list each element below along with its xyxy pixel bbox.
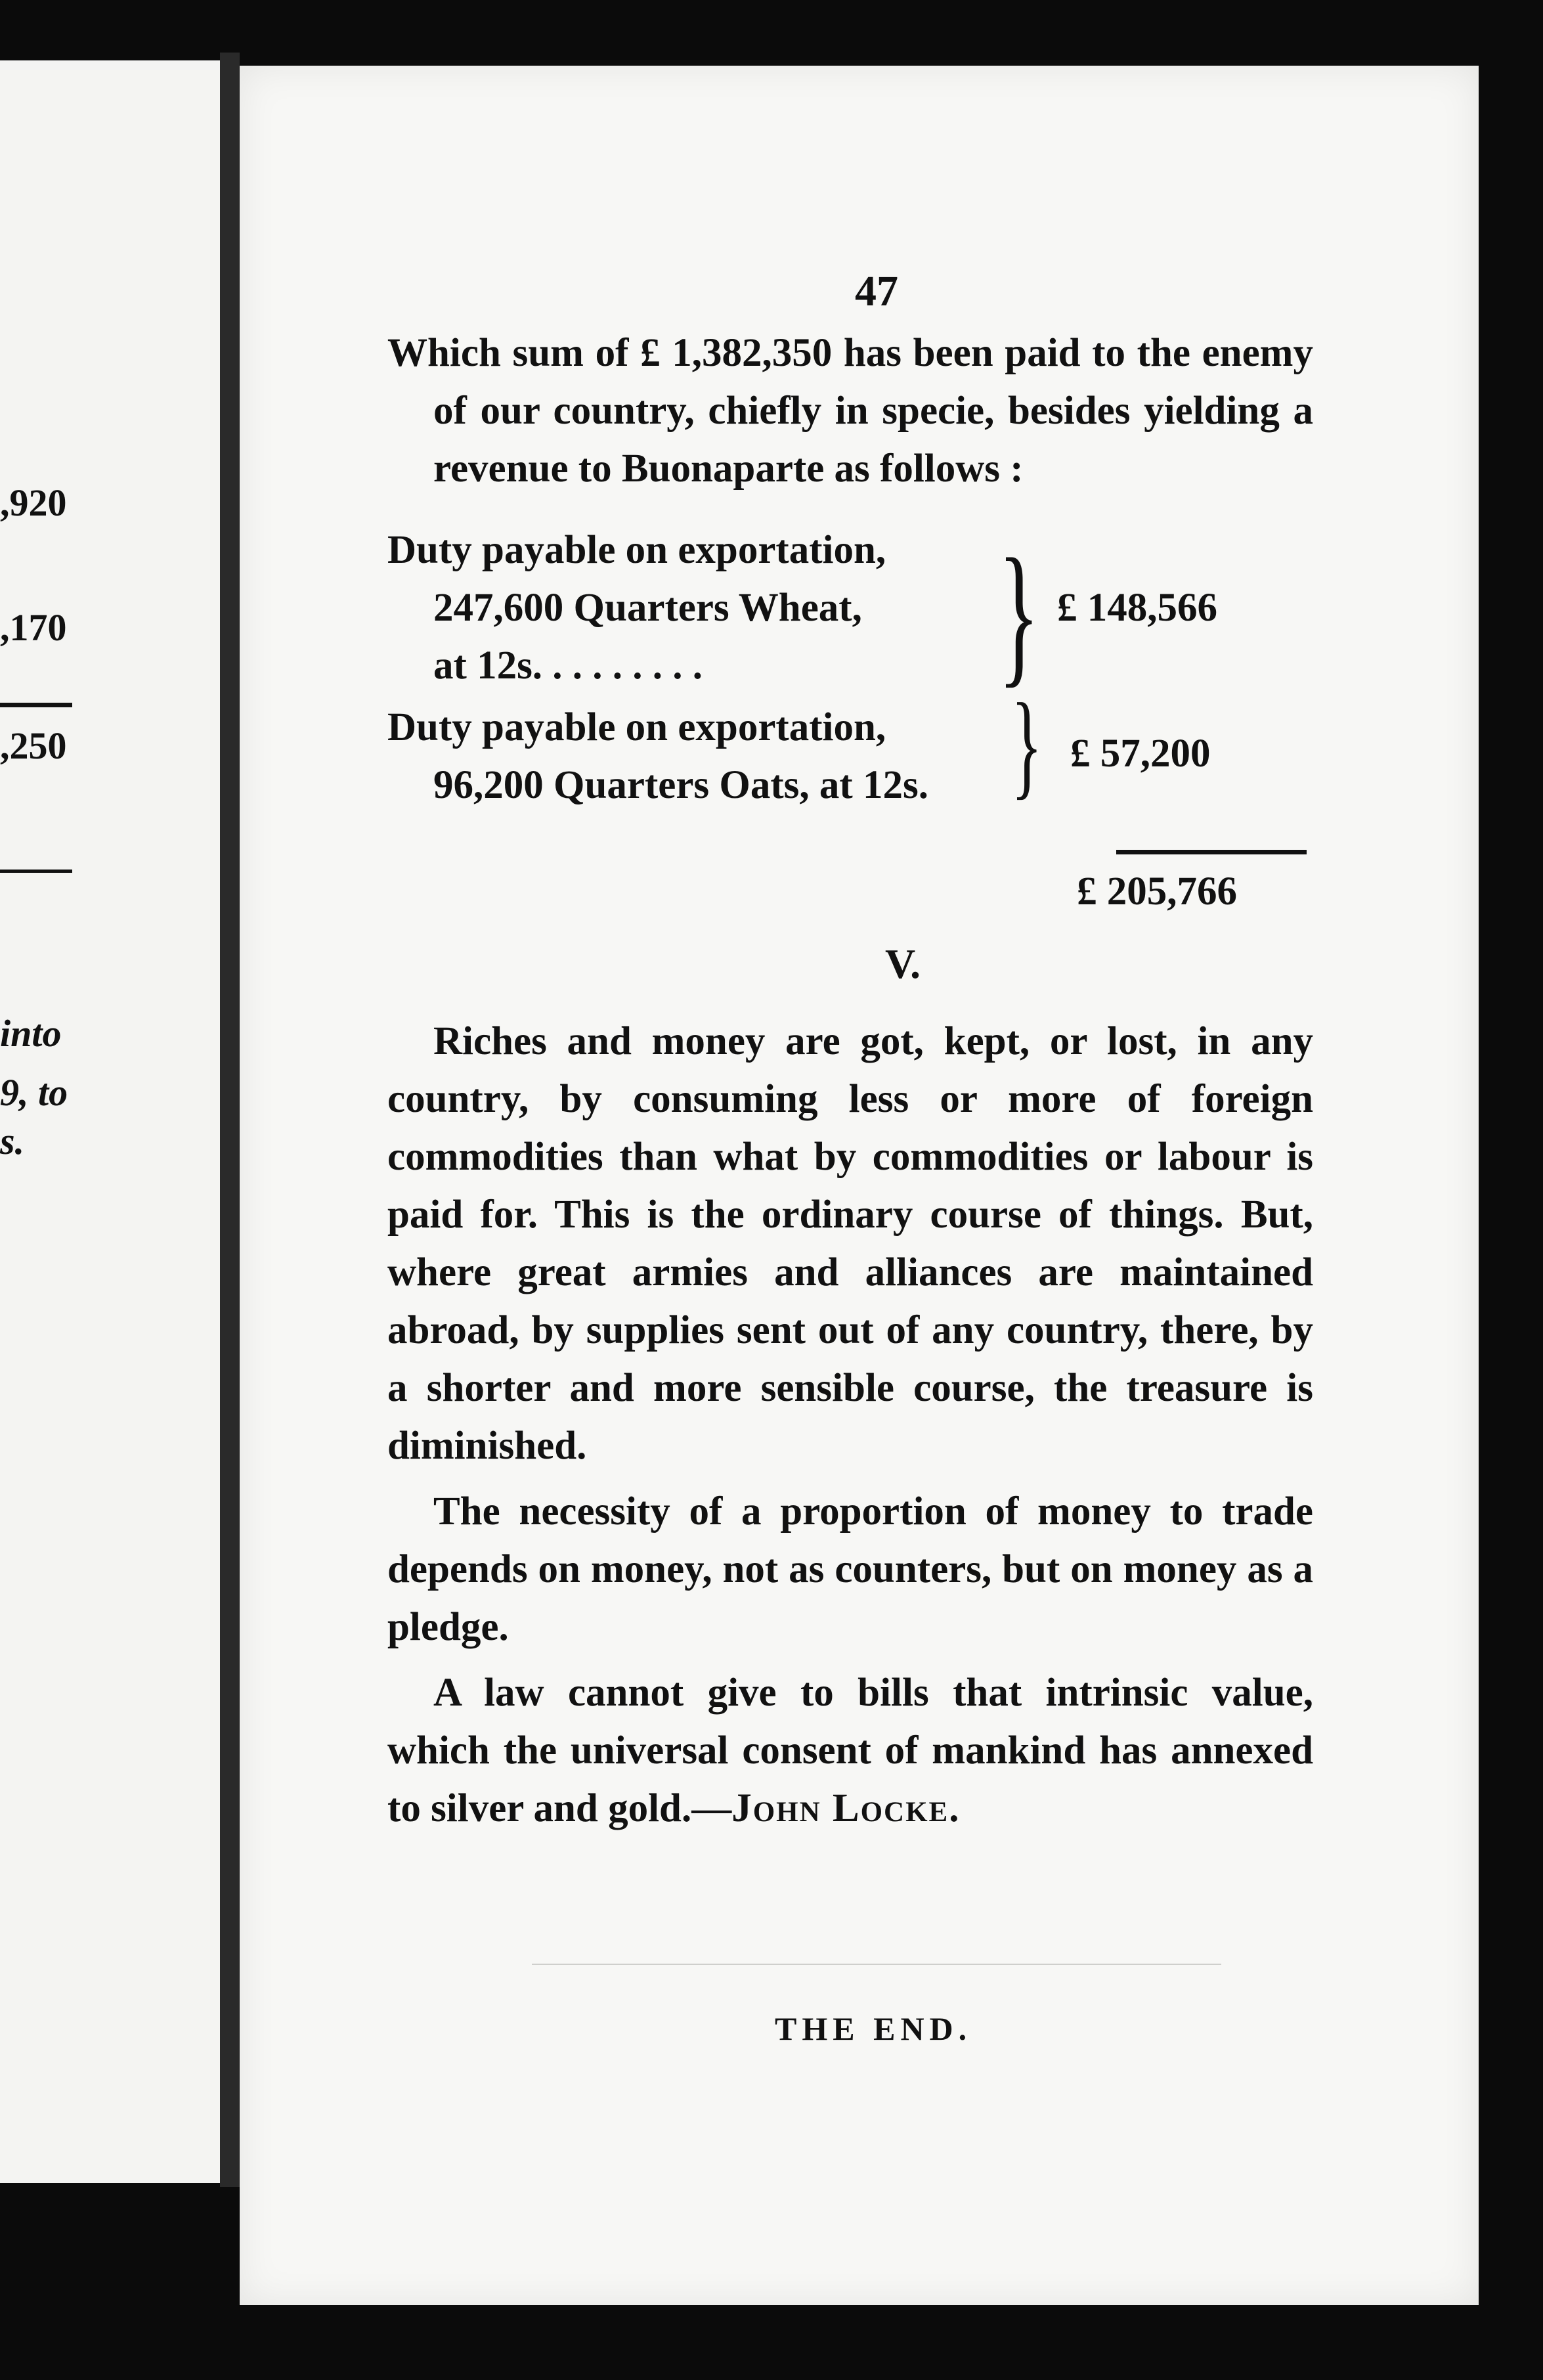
left-fragment: into xyxy=(0,1012,62,1055)
duty-line: Duty payable on exportation, xyxy=(387,528,886,572)
page-content xyxy=(387,263,1313,1838)
faint-rule xyxy=(532,1964,1221,1965)
quote-author: John Locke. xyxy=(731,1786,961,1830)
left-fragment: ,170 xyxy=(0,606,67,649)
duty-line: at 12s. . . . . . . . . xyxy=(433,644,703,688)
duty-line: Duty payable on exportation, xyxy=(387,705,886,749)
left-page-fragment xyxy=(0,60,220,2183)
left-fragment: ,250 xyxy=(0,724,67,767)
duty-row-oats xyxy=(387,699,998,814)
end-text: THE END. xyxy=(775,2010,972,2047)
brace-symbol: } xyxy=(998,526,1040,701)
duty-amount-wheat: £ 148,566 xyxy=(1057,586,1217,630)
body-paragraph: The necessity of a proportion of money to trade depends on money, not as counters, but on money as a pledge. xyxy=(387,1489,1313,1649)
quote-text: A law cannot give to bills that intrinsic value, which the universal consent of mankind has annexed to silver and gold.— xyxy=(387,1671,1313,1830)
left-fragment: ,920 xyxy=(0,481,67,524)
brace-symbol: } xyxy=(1011,679,1043,810)
duty-line: 96,200 Quarters Oats, at 12s. xyxy=(433,763,928,807)
duty-amount-oats: £ 57,200 xyxy=(1070,732,1211,776)
left-rule xyxy=(0,870,72,873)
quote-paragraph xyxy=(387,1664,1313,1838)
intro-paragraph: Which sum of £ 1,382,350 has been paid to the enemy of our country, chiefly in specie, besides yielding a revenue to Buonaparte as follows : xyxy=(387,331,1313,491)
left-rule xyxy=(0,703,72,707)
book-gutter xyxy=(220,53,240,2187)
duty-total: £ 205,766 xyxy=(1077,870,1237,914)
duty-line: 247,600 Quarters Wheat, xyxy=(433,586,862,630)
section-heading: V. xyxy=(885,940,921,987)
duty-table xyxy=(387,521,1313,914)
body-paragraph: Riches and money are got, kept, or lost, in any country, by consuming less or more of foreign commodities than what by commodities or labour is paid for. This is the ordinary course of things. But, where great armies and alliances are maintained abroad, by supplies sent out of any country, there, by a shorter and more sensible course, the treasure is diminished. xyxy=(387,1019,1313,1468)
left-fragment: s. xyxy=(0,1120,25,1162)
duty-row-wheat xyxy=(387,521,998,695)
page-number: 47 xyxy=(855,267,898,315)
total-rule xyxy=(1116,850,1307,854)
left-fragment: 9, to xyxy=(0,1071,68,1114)
